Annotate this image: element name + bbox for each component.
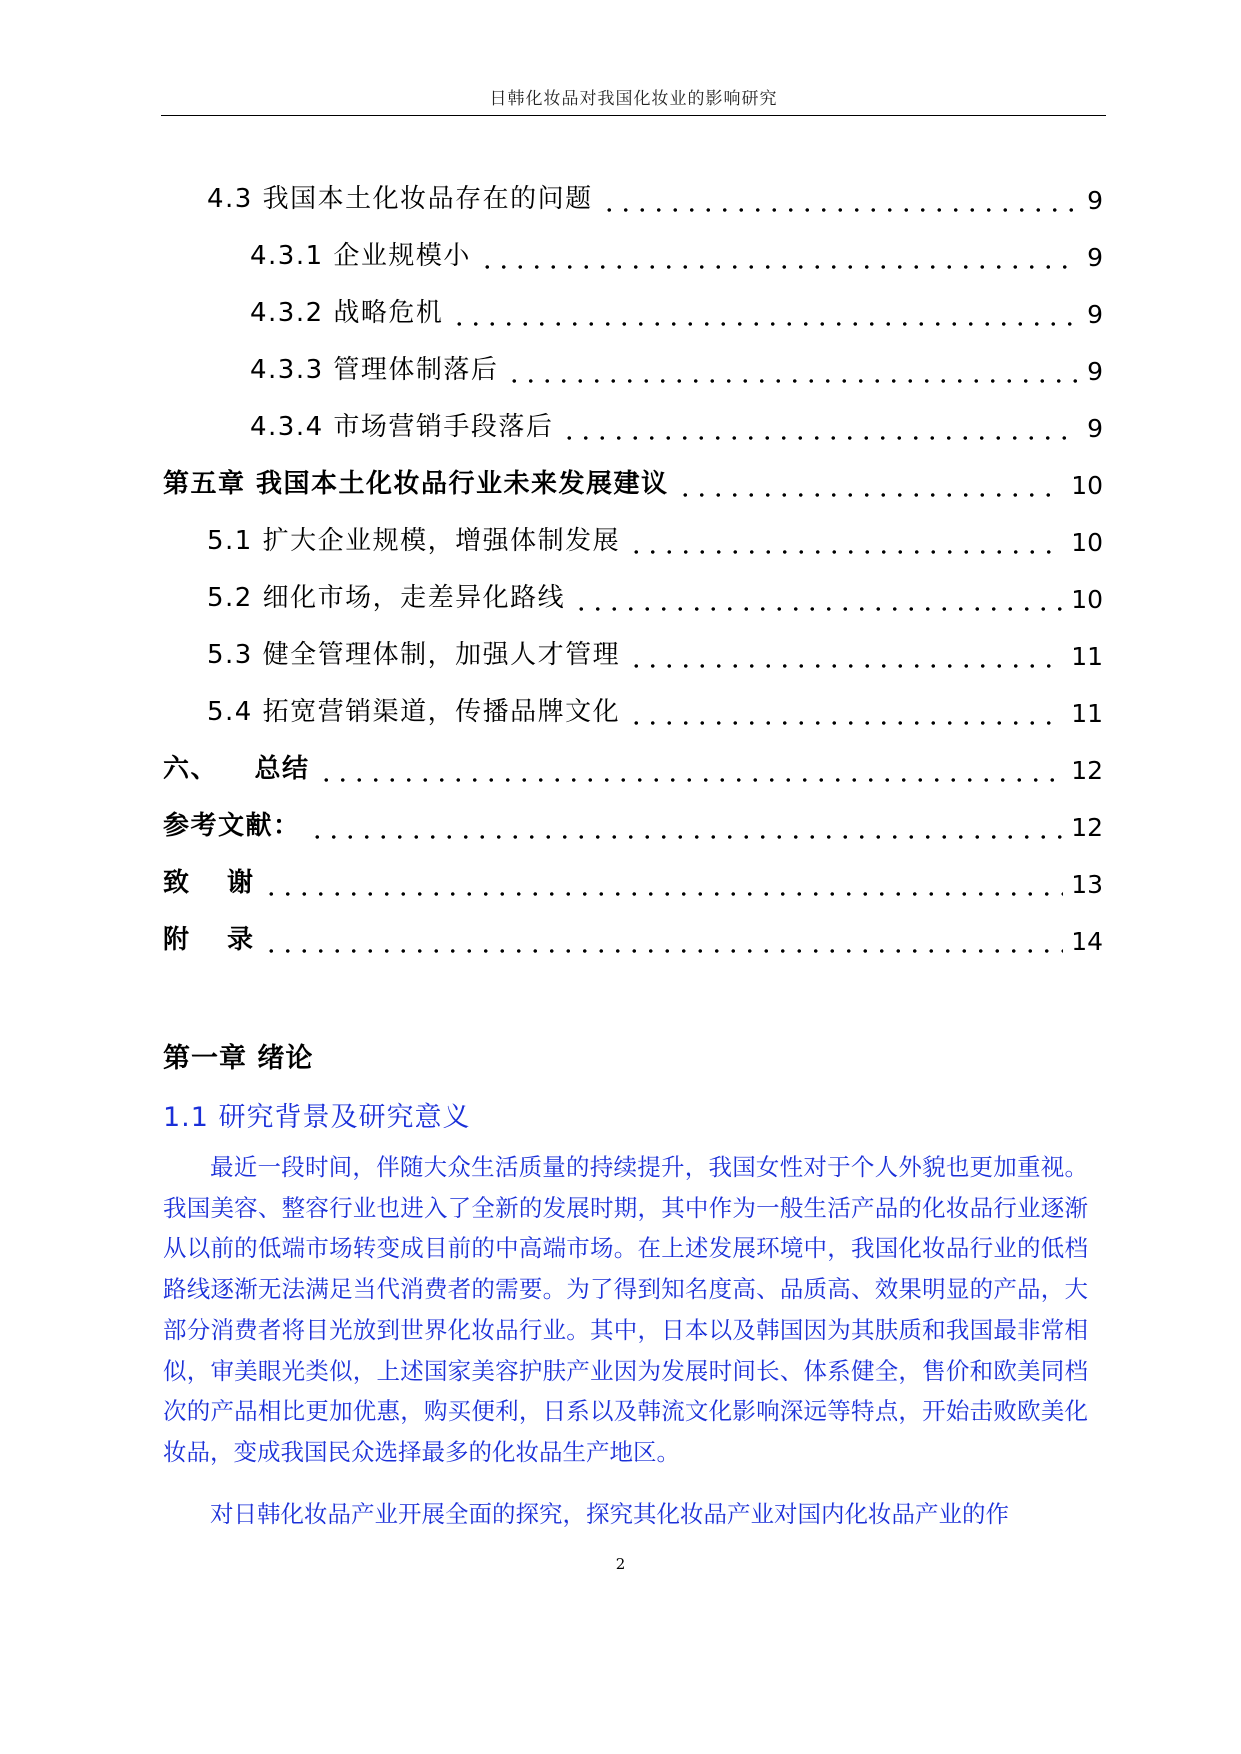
toc-entry-page: 9: [1087, 186, 1103, 215]
toc-entry-page: 11: [1071, 642, 1103, 671]
toc-entry[interactable]: [0, 920, 1241, 956]
running-header: 日韩化妆品对我国化妆业的影响研究: [489, 89, 778, 109]
toc-entry[interactable]: [0, 578, 1241, 614]
toc-entry-page: 11: [1071, 699, 1103, 728]
toc-leader-dots: [561, 407, 1079, 443]
body-paragraph: 最近一段时间，伴随大众生活质量的持续提升，我国女性对于个人外貌也更加重视。我国美容、整容行业也进入了全新的发展时期，其中作为一般生活产品的化妆品行业逐渐从以前的低端市场转变成目前的中高端市场。在上述发展环境中，我国化妆品行业的低档路线逐渐无法满足当代消费者的需要。为了得到知名度高、品质高、效果明显的产品，大部分消费者将目光放到世界化妆品行业。其中，日本以及韩国因为其肤质和我国最非常相似，审美眼光类似，上述国家美容护肤产业因为发展时间长、体系健全，售价和欧美同档次的产品相比更加优惠，购买便利，日系以及韩流文化影响深远等特点，开始击败欧美化妆品，变成我国民众选择最多的化妆品生产地区。: [163, 1153, 1088, 1466]
toc-leader-dots: [309, 806, 1064, 842]
toc-entry-label: 4.3.3 管理体制落后: [250, 355, 499, 385]
toc-leader-dots: [573, 578, 1063, 614]
toc-entry[interactable]: [0, 407, 1241, 443]
toc-entry-label: 4.3.2 战略危机: [250, 298, 444, 328]
toc-entry[interactable]: [0, 863, 1241, 899]
toc-entry[interactable]: [0, 692, 1241, 728]
toc-entry-label: 4.3.4 市场营销手段落后: [250, 412, 554, 442]
toc-entry-page: 10: [1071, 585, 1103, 614]
section-title: 1.1 研究背景及研究意义: [163, 1102, 471, 1133]
toc-leader-dots: [479, 236, 1079, 272]
toc-entry[interactable]: [0, 179, 1241, 215]
page-number: 2: [615, 1555, 626, 1573]
toc-entry[interactable]: [0, 293, 1241, 329]
body-paragraph: 对日韩化妆品产业开展全面的探究，探究其化妆品产业对国内化妆品产业的作: [210, 1500, 1009, 1528]
toc-entry-label: 六、 总结: [163, 754, 310, 784]
toc-entry-label: 致 谢: [163, 868, 255, 898]
toc-leader-dots: [506, 350, 1079, 386]
toc-entry-page: 9: [1087, 300, 1103, 329]
toc-entry-label: 参考文献：: [163, 811, 301, 841]
toc-entry-label: 5.1 扩大企业规模，增强体制发展: [207, 526, 621, 556]
toc-entry-page: 10: [1071, 471, 1103, 500]
toc-entry[interactable]: [0, 521, 1241, 557]
toc-entry-label: 5.4 拓宽营销渠道，传播品牌文化: [207, 697, 621, 727]
toc-entry-page: 12: [1071, 813, 1103, 842]
toc-leader-dots: [601, 179, 1079, 215]
toc-entry-page: 9: [1087, 357, 1103, 386]
toc-entry[interactable]: [0, 236, 1241, 272]
toc-leader-dots: [451, 293, 1079, 329]
toc-entry-label: 5.3 健全管理体制，加强人才管理: [207, 640, 621, 670]
toc-entry[interactable]: [0, 749, 1241, 785]
toc-entry-label: 4.3 我国本土化妆品存在的问题: [207, 184, 593, 214]
toc-entry-page: 14: [1071, 927, 1103, 956]
toc-leader-dots: [263, 920, 1064, 956]
toc-entry[interactable]: [0, 350, 1241, 386]
toc-entry-label: 4.3.1 企业规模小: [250, 241, 471, 271]
toc-entry-label: 5.2 细化市场，走差异化路线: [207, 583, 566, 613]
toc-entry-page: 9: [1087, 414, 1103, 443]
toc-entry-label: 第五章 我国本土化妆品行业未来发展建议: [163, 469, 669, 499]
toc-leader-dots: [263, 863, 1064, 899]
toc-leader-dots: [677, 464, 1064, 500]
toc-leader-dots: [628, 692, 1063, 728]
toc-entry-page: 12: [1071, 756, 1103, 785]
toc-entry[interactable]: [0, 464, 1241, 500]
header-rule: [161, 115, 1106, 116]
chapter-title: 第一章 绪论: [163, 1043, 314, 1074]
toc-entry-page: 10: [1071, 528, 1103, 557]
toc-entry-page: 13: [1071, 870, 1103, 899]
toc-entry-page: 9: [1087, 243, 1103, 272]
toc-leader-dots: [318, 749, 1064, 785]
toc-entry[interactable]: [0, 806, 1241, 842]
toc-leader-dots: [628, 521, 1063, 557]
toc-entry-label: 附 录: [163, 925, 255, 955]
toc-leader-dots: [628, 635, 1063, 671]
toc-entry[interactable]: [0, 635, 1241, 671]
